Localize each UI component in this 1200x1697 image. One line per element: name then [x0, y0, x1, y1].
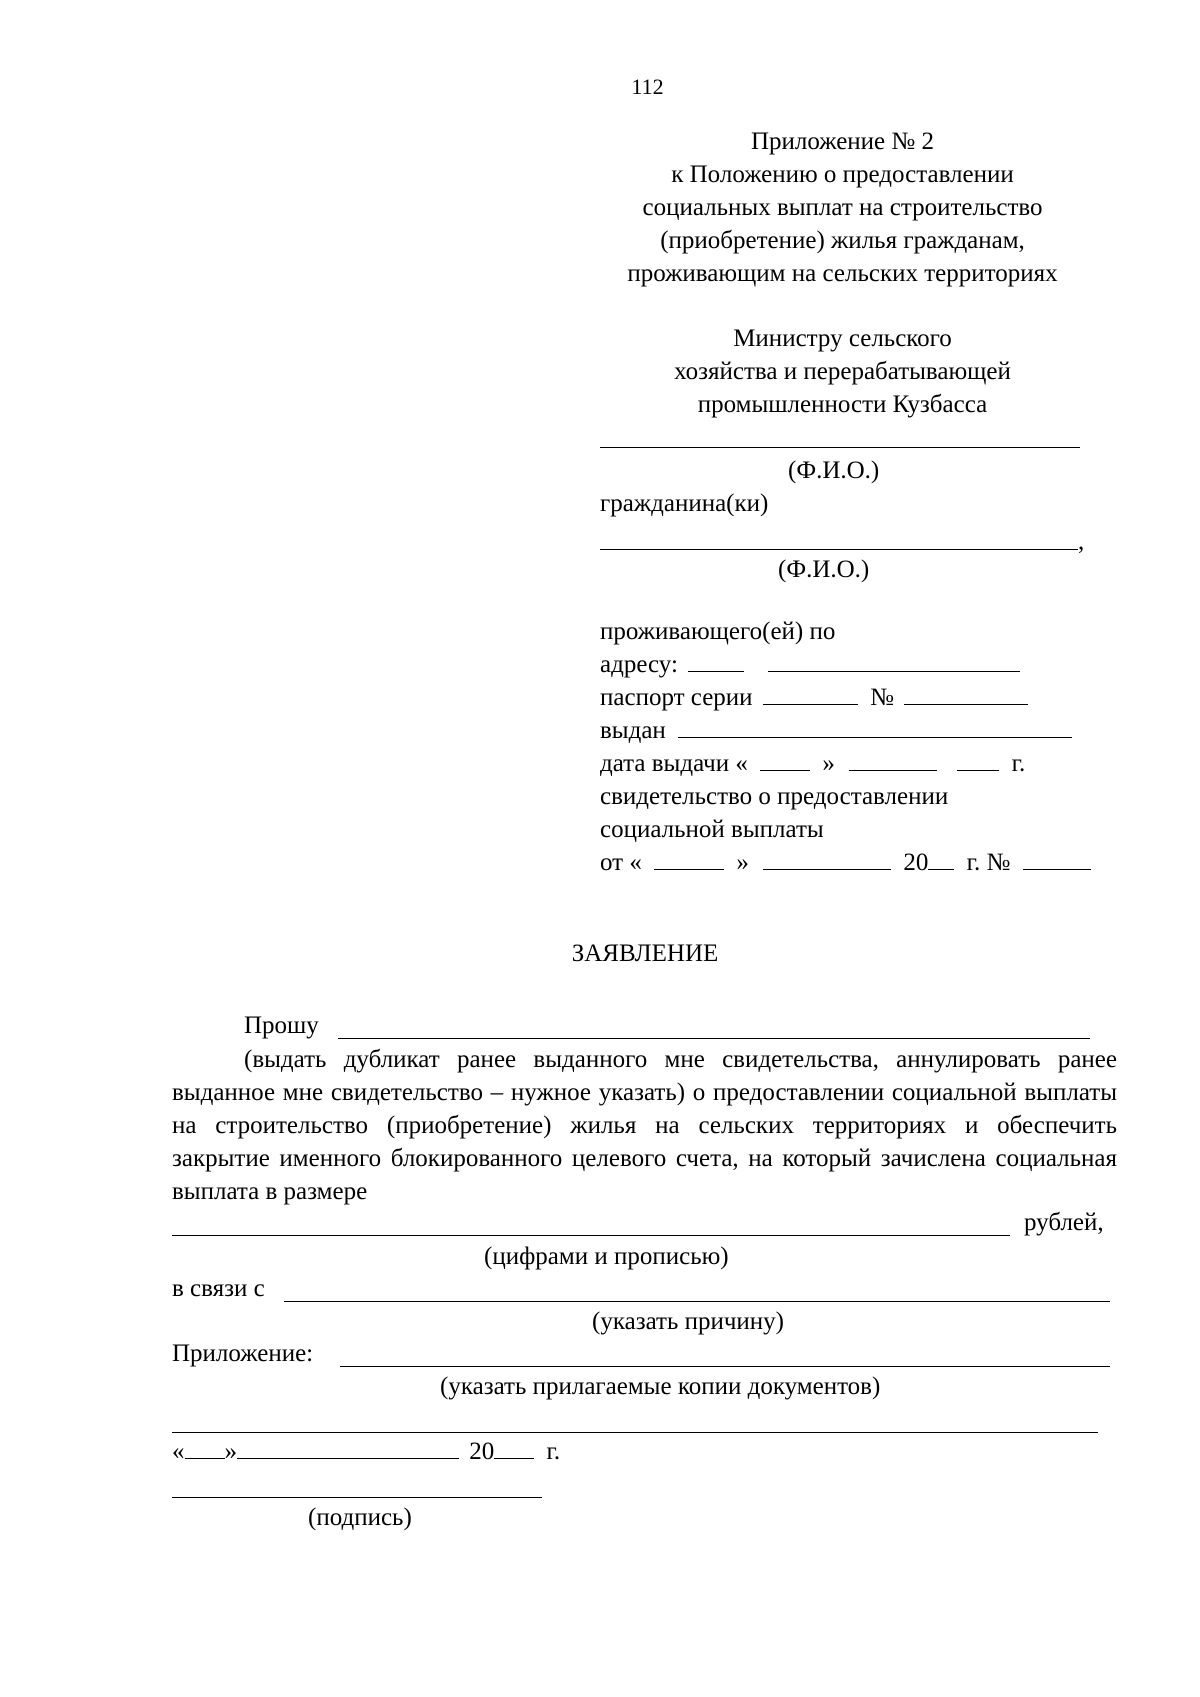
number-sign: № — [870, 684, 894, 711]
attachment-field-extra[interactable] — [172, 1432, 1098, 1433]
address-field-long[interactable] — [768, 652, 1020, 672]
certificate-line: социальной выплаты — [600, 816, 824, 843]
minister-fio-field[interactable] — [600, 447, 1080, 448]
year-number-label: г. № — [966, 849, 1011, 876]
request-field[interactable] — [338, 1038, 1090, 1039]
quote-close: » — [822, 750, 835, 777]
date-close-quote: » — [224, 1438, 237, 1465]
fio-caption: (Ф.И.О.) — [788, 457, 880, 484]
page-number: 112 — [631, 74, 664, 99]
certificate-number-field[interactable] — [1023, 850, 1091, 870]
date-month-field[interactable] — [237, 1439, 459, 1459]
date-year-field[interactable] — [494, 1439, 534, 1459]
year-suffix: г. — [1011, 750, 1026, 777]
date-year-suffix: г. — [546, 1438, 561, 1465]
year-prefix: 20 — [903, 849, 929, 876]
addressee-line: Министру сельского — [733, 325, 952, 352]
residing-label: проживающего(ей) по — [600, 618, 836, 645]
statement-date-row — [172, 1437, 560, 1467]
date-day-field[interactable] — [185, 1439, 225, 1459]
amount-caption: (цифрами и прописью) — [484, 1243, 729, 1270]
date-year-prefix: 20 — [469, 1438, 495, 1465]
attachment-label: Приложение: — [172, 1340, 314, 1367]
amount-field[interactable] — [172, 1235, 1010, 1236]
issued-row — [600, 716, 1072, 746]
appendix-line: проживающим на сельских территориях — [627, 260, 1058, 287]
reason-field[interactable] — [284, 1301, 1110, 1302]
issue-date-row — [600, 749, 1025, 779]
address-row — [600, 650, 1020, 680]
certificate-month-field[interactable] — [763, 850, 891, 870]
appendix-line: к Положению о предоставлении — [671, 161, 1014, 188]
citizen-fio-field[interactable] — [600, 549, 1078, 550]
passport-row — [600, 683, 1028, 713]
attachment-caption: (указать прилагаемые копии документов) — [440, 1373, 881, 1400]
issue-day-field[interactable] — [760, 751, 810, 771]
date-open-quote: « — [172, 1438, 185, 1465]
comma: , — [1078, 528, 1085, 555]
address-field-short[interactable] — [688, 652, 744, 672]
reason-label: в связи с — [172, 1275, 265, 1302]
certificate-date-row — [600, 848, 1091, 878]
issue-month-field[interactable] — [849, 751, 937, 771]
appendix-line: Приложение № 2 — [750, 128, 935, 155]
passport-series-field[interactable] — [763, 685, 858, 705]
from-label: от « — [600, 849, 642, 876]
address-label: адресу: — [600, 651, 678, 678]
certificate-day-field[interactable] — [654, 850, 724, 870]
passport-number-field[interactable] — [904, 685, 1028, 705]
signature-caption: (подпись) — [308, 1504, 412, 1531]
citizen-label: гражданина(ки) — [600, 490, 769, 517]
appendix-line: (приобретение) жилья гражданам, — [660, 227, 1025, 254]
reason-caption: (указать причину) — [592, 1308, 785, 1335]
issue-year-field[interactable] — [957, 751, 999, 771]
statement-title: ЗАЯВЛЕНИЕ — [571, 940, 719, 967]
request-label: Прошу — [244, 1012, 319, 1039]
addressee-line: промышленности Кузбасса — [697, 391, 988, 418]
issued-by-field[interactable] — [678, 718, 1072, 738]
addressee-line: хозяйства и перерабатывающей — [674, 358, 1011, 385]
appendix-header — [600, 125, 1085, 290]
signature-field[interactable] — [172, 1497, 542, 1498]
certificate-line: свидетельство о предоставлении — [600, 783, 949, 810]
rubles-label: рублей, — [1024, 1209, 1104, 1236]
passport-label: паспорт серии — [600, 684, 753, 711]
fio-caption: (Ф.И.О.) — [778, 556, 870, 583]
certificate-year-field[interactable] — [928, 850, 954, 870]
issue-date-label: дата выдачи « — [600, 750, 748, 777]
attachment-field[interactable] — [340, 1366, 1110, 1367]
quote-close: » — [736, 849, 749, 876]
statement-text: (выдать дубликат ранее выданного мне свидетельства, аннулировать ранее выданное мне свидетельство – нужное указать) о предоставлении социальной выплаты на строительство (приобретение) жилья на сельских территориях и обеспечить закрытие именного блокированного целевого счета, на который зачислена социальная выплата в размере — [172, 1046, 1117, 1205]
issued-label: выдан — [600, 717, 666, 744]
addressee-block — [600, 322, 1085, 421]
statement-paragraph — [172, 1043, 1117, 1208]
appendix-line: социальных выплат на строительство — [642, 194, 1043, 221]
